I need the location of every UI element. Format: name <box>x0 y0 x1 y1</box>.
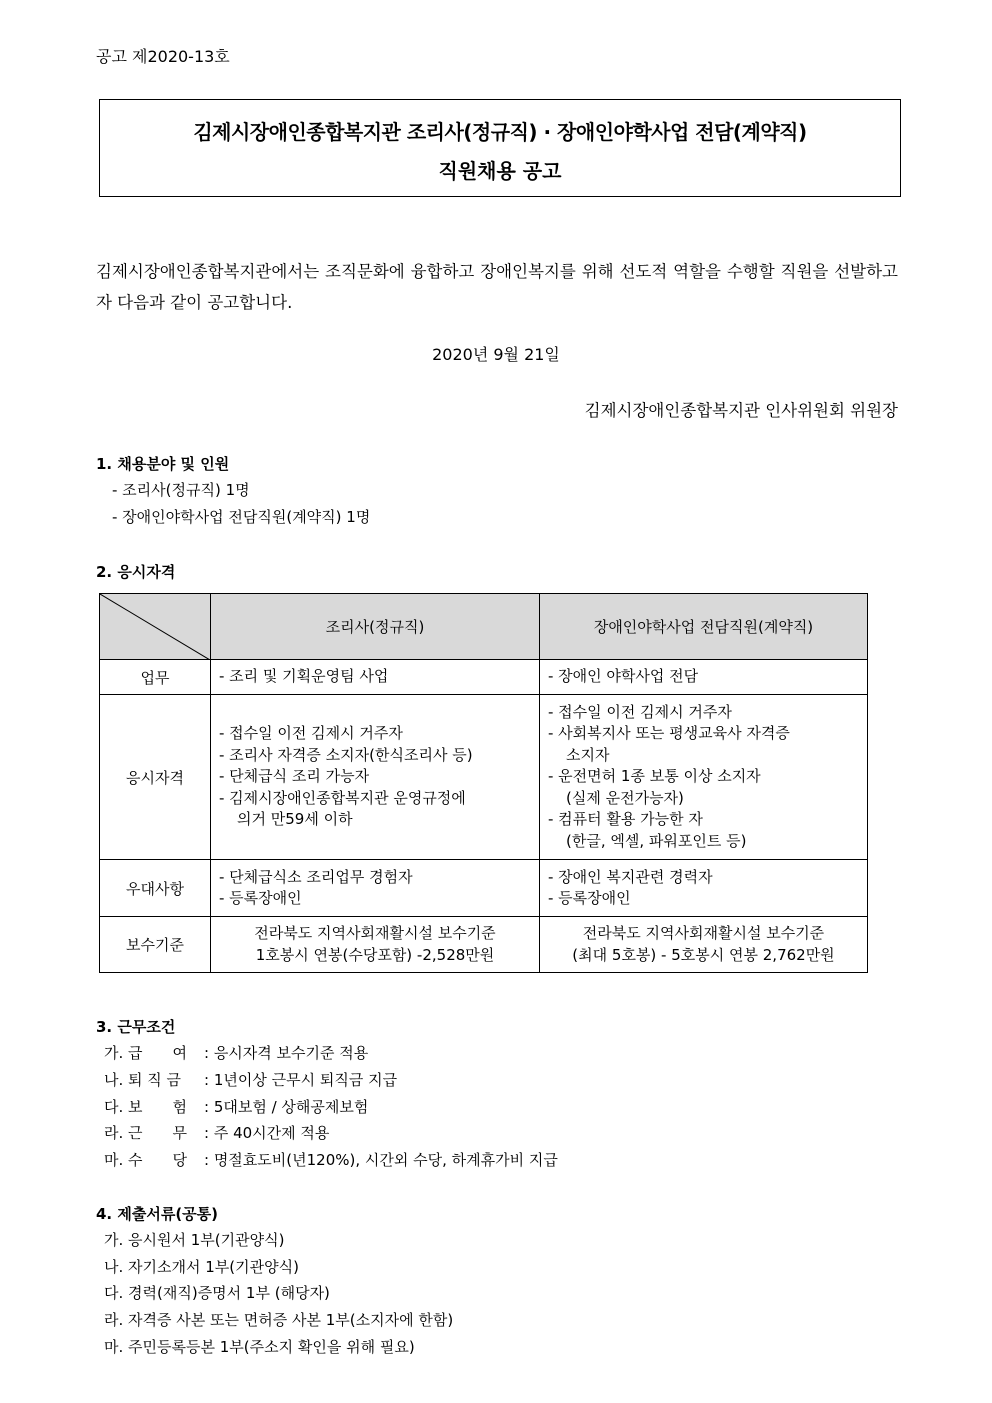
cell-line: (한글, 엑셀, 파워포인트 등) <box>566 831 747 850</box>
issuer: 김제시장애인종합복지관 인사위원회 위원장 <box>584 401 898 420</box>
cell-line: - 접수일 이전 김제시 거주자 <box>548 702 732 721</box>
table-cell <box>540 660 868 695</box>
section-1-item: - 장애인야학사업 전담직원(계약직) 1명 <box>112 508 371 526</box>
condition-key: 나. 퇴 직 금 <box>104 1071 182 1089</box>
cell-line: - 조리 및 기획운영팀 사업 <box>219 667 389 686</box>
document-item: 다. 경력(재직)증명서 1부 (해당자) <box>104 1284 330 1302</box>
condition-value: : 명절효도비(년120%), 시간외 수당, 하계휴가비 지급 <box>204 1151 558 1169</box>
condition-key: 다. 보 험 <box>104 1098 188 1116</box>
document-item: 나. 자기소개서 1부(기관양식) <box>104 1258 299 1276</box>
condition-row <box>104 1042 368 1063</box>
document-item: 마. 주민등록등본 1부(주소지 확인을 위해 필요) <box>104 1338 415 1356</box>
cell-line: - 김제시장애인종합복지관 운영규정에 <box>219 788 466 807</box>
condition-row <box>104 1096 368 1117</box>
qualification-table <box>99 593 868 973</box>
cell-line: 1호봉시 연봉(수당포함) -2,528만원 <box>255 945 495 964</box>
cell-line: - 등록장애인 <box>219 889 302 907</box>
condition-row <box>104 1069 397 1090</box>
notice-number: 공고 제2020-13호 <box>96 47 230 66</box>
cell-line: 전라북도 지역사회재활시설 보수기준 <box>582 924 825 942</box>
row-label: 응시자격 <box>100 695 211 860</box>
table-cell <box>211 695 540 860</box>
condition-value: : 응시자격 보수기준 적용 <box>204 1044 369 1062</box>
cell-line: - 컴퓨터 활용 가능한 자 <box>548 810 703 829</box>
table-cell <box>540 695 868 860</box>
section-1-item: - 조리사(정규직) 1명 <box>112 481 250 499</box>
condition-value: : 주 40시간제 적용 <box>204 1124 330 1142</box>
cell-line: 의거 만59세 이하 <box>237 810 353 829</box>
diagonal-line <box>100 594 210 660</box>
condition-key: 라. 근 무 <box>104 1124 188 1142</box>
cell-line: 전라북도 지역사회재활시설 보수기준 <box>254 924 496 942</box>
cell-line: (실제 운전가능자) <box>566 788 684 807</box>
row-label: 보수기준 <box>100 917 211 973</box>
condition-row <box>104 1122 329 1143</box>
table-cell <box>211 917 540 973</box>
cell-line: 소지자 <box>566 745 610 764</box>
cell-line: - 사회복지사 또는 평생교육사 자격증 <box>548 724 790 743</box>
condition-value: : 1년이상 근무시 퇴직금 지급 <box>204 1071 398 1089</box>
document-item: 가. 응시원서 1부(기관양식) <box>104 1231 285 1249</box>
document-item: 라. 자격증 사본 또는 면허증 사본 1부(소지자에 한함) <box>104 1311 454 1329</box>
cell-line: - 조리사 자격증 소지자(한식조리사 등) <box>219 745 473 764</box>
row-label: 우대사항 <box>100 860 211 917</box>
condition-key: 마. 수 당 <box>104 1151 188 1169</box>
table-corner-cell <box>100 594 211 660</box>
row-label: 업무 <box>100 660 211 695</box>
notice-date: 2020년 9월 21일 <box>432 345 560 364</box>
cell-line: - 단체급식소 조리업무 경험자 <box>219 867 413 886</box>
cell-line: (최대 5호봉) - 5호봉시 연봉 2,762만원 <box>572 945 835 964</box>
section-2-heading: 2. 응시자격 <box>96 563 176 581</box>
title-box <box>99 99 901 197</box>
cell-line: - 접수일 이전 김제시 거주자 <box>219 724 403 743</box>
condition-value: : 5대보험 / 상해공제보험 <box>204 1098 369 1116</box>
title-line-2: 직원채용 공고 <box>438 159 562 183</box>
column-header: 장애인야학사업 전담직원(계약직) <box>540 594 868 660</box>
table-cell <box>540 860 868 917</box>
table-cell <box>211 660 540 695</box>
table-cell <box>211 860 540 917</box>
cell-line: - 운전면허 1종 보통 이상 소지자 <box>548 767 761 786</box>
title-line-1: 김제시장애인종합복지관 조리사(정규직) · 장애인야학사업 전담(계약직) <box>193 120 807 144</box>
condition-row <box>104 1149 558 1170</box>
cell-line: - 장애인 야학사업 전담 <box>548 667 699 686</box>
table-cell <box>540 917 868 973</box>
column-header: 조리사(정규직) <box>211 594 540 660</box>
section-1-heading: 1. 채용분야 및 인원 <box>96 455 230 473</box>
section-4-heading: 4. 제출서류(공통) <box>96 1205 219 1223</box>
cell-line: - 등록장애인 <box>548 889 631 907</box>
cell-line: - 장애인 복지관련 경력자 <box>548 867 713 886</box>
cell-line: - 단체급식 조리 가능자 <box>219 767 370 786</box>
intro-paragraph: 김제시장애인종합복지관에서는 조직문화에 융합하고 장애인복지를 위해 선도적 역할을 수행할 직원을 선발하고자 다음과 같이 공고합니다. <box>96 262 898 312</box>
section-3-heading: 3. 근무조건 <box>96 1018 176 1036</box>
condition-key: 가. 급 여 <box>104 1044 188 1062</box>
